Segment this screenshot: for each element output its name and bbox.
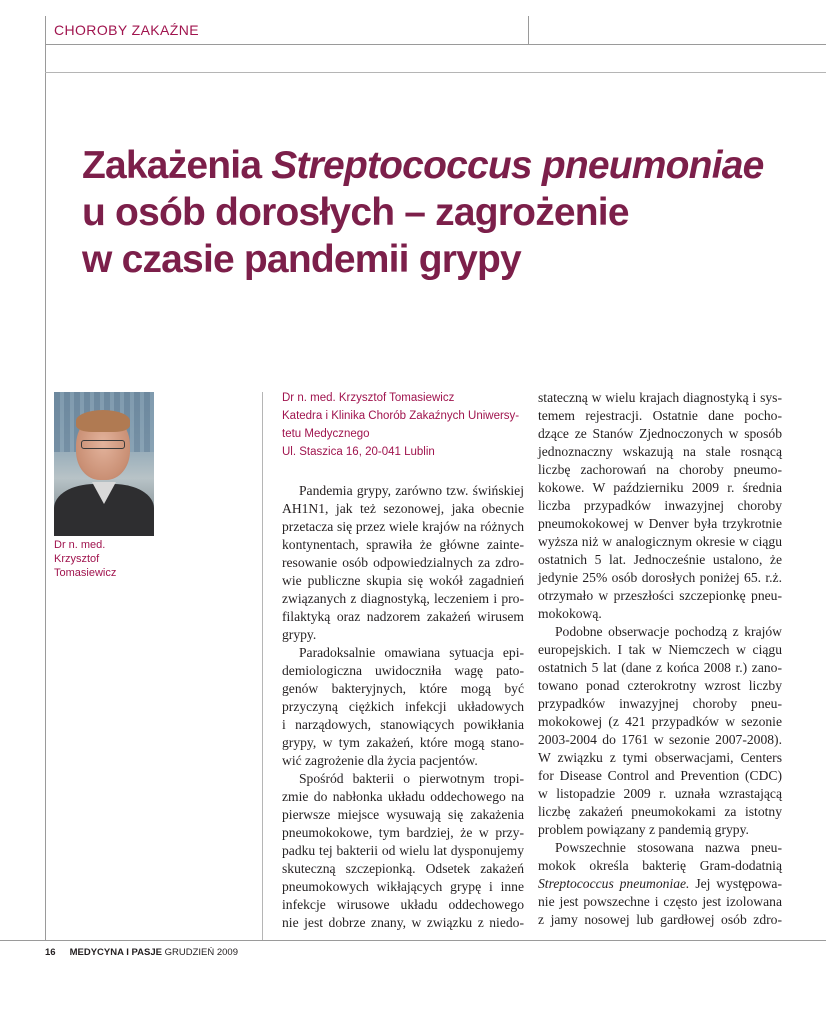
text-line: otrzymało w przeszłości szczepionkę pneu-	[538, 588, 782, 603]
text-line: nie jest powszechne i często jest izolowana	[538, 894, 782, 909]
title-italic: Streptococcus pneumoniae	[271, 144, 764, 187]
left-margin-rule	[45, 16, 46, 940]
text-line: liczbę zachorowań na choroby pneumo-	[538, 462, 782, 477]
body-column-2	[538, 389, 782, 929]
text-line: problem powiązany z pandemią grypy.	[538, 822, 749, 837]
author-photo	[54, 392, 154, 536]
text-line: wyższa niż w analogicznym okresie w ciągu	[538, 534, 782, 549]
text-line: jednoznaczny wskazują na stale rosnącą	[538, 444, 782, 459]
author-dept: Katedra i Klinika Chorób Zakaźnych Uniwersy-	[282, 410, 520, 422]
text-line: europejskich. I tak w Niemczech w ciągu	[538, 642, 782, 657]
text-line: liczba przypadków inwazyjnej choroby	[538, 498, 782, 513]
text-line: i narządowych, stanowiących powikłania	[282, 717, 524, 732]
section-label: CHOROBY ZAKAŹNE	[54, 22, 199, 38]
text-line: dzące ze Stanów Zjednoczonych w sposób	[538, 426, 782, 441]
text-line: skuteczną szczepionką. Odsetek zakażeń	[282, 861, 524, 876]
page-number: 16	[45, 947, 56, 958]
body-column-1	[282, 482, 524, 932]
text-line: nie jest dobrze znany, w związku z niedo-	[282, 915, 524, 930]
text-line: demiologiczna uwidoczniła wagę pato-	[282, 663, 524, 678]
text-line: for Disease Control and Prevention (CDC)	[538, 768, 782, 783]
title-line-1: Zakażenia Streptococcus pneumoniae	[82, 144, 764, 187]
text-line: Podobne obserwacje pochodzą z krajów	[555, 624, 782, 639]
title-line-2: u osób dorosłych – zagrożenie	[82, 191, 629, 234]
text-line: W związku z tymi obserwacjami, Centers	[538, 750, 782, 765]
text-line: Streptococcus pneumoniae. Jej występowa-	[538, 876, 782, 891]
text-line: pneumokokowej w Denver była trzykrotnie	[538, 516, 782, 531]
text-line: resowanie osób odpowiedzialnych za zdro-	[282, 555, 524, 570]
text-line: ostatnich 5 lat (dane z końca 2008 r.) zano-	[538, 660, 782, 675]
header-rule-lower	[45, 72, 826, 73]
text-line: liczbę zakażeń pneumokokami za istotny	[538, 804, 782, 819]
issue-date: GRUDZIEŃ 2009	[164, 947, 238, 958]
text-line: przetacza się przez wiele krajów na różnych	[282, 519, 524, 534]
text-line: mokokowej (z 421 przypadków w sezonie	[538, 714, 782, 729]
text-line: Spośród bakterii o pierwotnym tropi-	[299, 771, 524, 786]
text-line: jedynie 25% osób dorosłych poniżej 65. r.ż.	[538, 570, 782, 585]
text-line: ostatnich 5 lat. Jednocześnie ustalono, że	[538, 552, 782, 567]
footer-rule	[0, 940, 826, 941]
author-affiliation	[282, 389, 532, 461]
text-line: Pandemia grypy, zarówno tzw. świńskiej	[299, 483, 524, 498]
text-line: mokok określa bakterię Gram-dodatnią	[538, 858, 782, 873]
magazine-name: MEDYCYNA I PASJE	[69, 947, 162, 958]
text-line: genów bakteryjnych, które mogą być	[282, 681, 524, 696]
text-line: wić zagrożenie dla życia pacjentów.	[282, 753, 478, 768]
text-line: filaktyką oraz nadzorem zakażeń wirusem	[282, 609, 524, 624]
text-line: towano ponad czterokrotny wzrost liczby	[538, 678, 782, 693]
text-line: Powszechnie stosowana nazwa pneu-	[555, 840, 782, 855]
text-line: grypy.	[282, 627, 317, 642]
text-line: infekcje wirusowe układu oddechowego	[282, 897, 524, 912]
page-footer	[45, 947, 238, 958]
text-line: padku tej bakterii od wielu lat dysponujemy	[282, 843, 524, 858]
column-divider	[262, 392, 263, 940]
text-line: kontynentach, sprawiła że główne zainte-	[282, 537, 524, 552]
text-line: przypadków inwazyjnej choroby pneu-	[538, 696, 782, 711]
title-line-3: w czasie pandemii grypy	[82, 238, 521, 281]
text-line: Paradoksalnie omawiana sytuacja epi-	[299, 645, 524, 660]
text-line: 2003-2004 do 1761 w sezonie 2007-2008).	[538, 732, 782, 747]
text-line: pierwsze miejsce wysuwają się zakażenia	[282, 807, 524, 822]
text-line: przyczyną ciężkich infekcji układowych	[282, 699, 524, 714]
text-line: zmie do nabłonka układu oddechowego na	[282, 789, 524, 804]
text-line: wie publiczne skupia się wokół zagadnień	[282, 573, 524, 588]
text-line: kokowe. W październiku 2009 r. średnia	[538, 480, 782, 495]
text-line: z jamy nosowej lub gardłowej osób zdro-	[538, 912, 782, 927]
author-dept-cont: tetu Medycznego	[282, 428, 370, 440]
author-name: Dr n. med. Krzysztof Tomasiewicz	[282, 392, 455, 404]
text-line: grypy, w tym zakażeń, które mogą stano-	[282, 735, 524, 750]
header-divider	[528, 16, 529, 44]
text-line: pneumokokowe, tym bardziej, że w przy-	[282, 825, 524, 840]
photo-caption: Dr n. med. Krzysztof Tomasiewicz	[54, 539, 117, 579]
text-line: związanych z diagnostyką, leczeniem i pro-	[282, 591, 524, 606]
text-line: pneumokowych wikłających grypę i inne	[282, 879, 524, 894]
text-line: w listopadzie 2009 r. uznała wzrastającą	[538, 786, 782, 801]
text-line: temem rejestracji. Ostatnie dane pocho-	[538, 408, 782, 423]
text-line: AH1N1, jak też sezonowej, jaka obecnie	[282, 501, 524, 516]
article-title	[82, 142, 802, 283]
author-address: Ul. Staszica 16, 20-041 Lublin	[282, 446, 435, 458]
text-line: mokokową.	[538, 606, 602, 621]
header-rule	[45, 44, 826, 45]
text-line: stateczną w wielu krajach diagnostyką i sys-	[538, 390, 782, 405]
